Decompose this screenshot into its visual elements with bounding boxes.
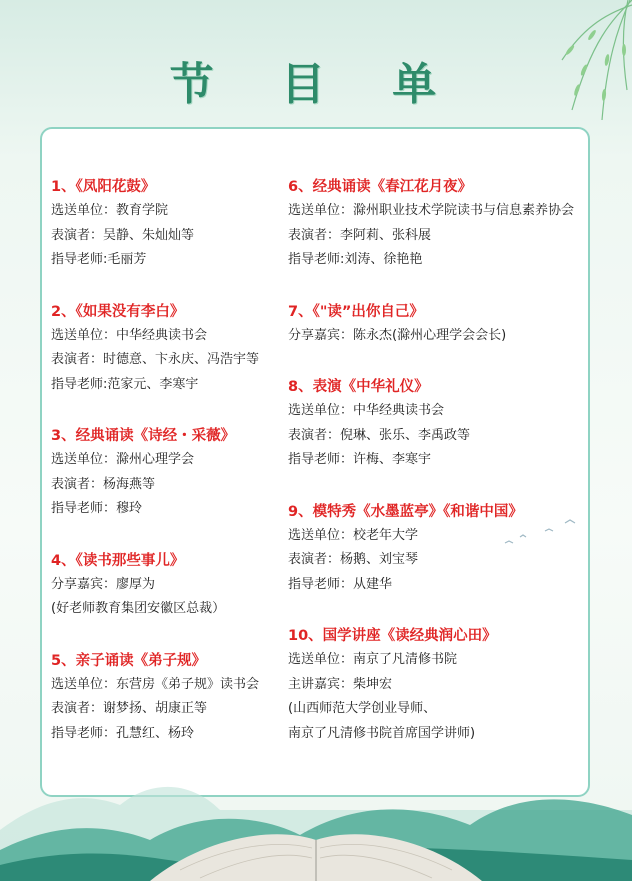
- program-item-title: 9、模特秀《水墨蓝亭》《和谐中国》: [288, 503, 523, 520]
- program-item-line: 分享嘉宾：陈永杰(滁州心理学会会长): [288, 327, 507, 343]
- program-item-line: 表演者：李阿莉、张科展: [288, 227, 432, 243]
- program-item-line: 选送单位：滁州职业技术学院读书与信息素养协会: [288, 203, 575, 218]
- flying-birds-decoration: [495, 515, 585, 555]
- program-item-line: 表演者：谢梦扬、胡康正等: [51, 701, 208, 716]
- program-item: [288, 175, 588, 273]
- program-item-line: 选送单位：中华经典读书会: [51, 327, 208, 343]
- program-item-line: 选送单位：教育学院: [51, 203, 169, 218]
- program-item-line: 选送单位：东营房《弟子规》读书会: [51, 676, 260, 692]
- program-item-title: 7、《"读”出你自己》: [288, 303, 424, 320]
- program-item-line: 表演者：杨海燕等: [51, 476, 156, 492]
- program-item-line: 表演者：杨鹅、刘宝琴: [288, 552, 419, 567]
- program-item: [51, 175, 281, 273]
- program-item-title: 2、《如果没有李白》: [51, 303, 185, 320]
- program-item-title: 1、《凤阳花鼓》: [51, 179, 156, 195]
- program-item-line: 分享嘉宾：廖厚为: [51, 576, 156, 592]
- program-item: [288, 375, 588, 473]
- program-item-line: 指导老师:范家元、李寒宇: [51, 376, 199, 392]
- program-column-right: [288, 175, 588, 746]
- page-title: 节 目 单: [169, 59, 463, 110]
- program-item-title: 10、国学讲座《读经典润心田》: [288, 628, 497, 644]
- program-item-line: 南京了凡清修书院首席国学讲师): [288, 725, 476, 741]
- program-column-left: [51, 175, 281, 746]
- program-item-title: 6、经典诵读《春江花月夜》: [288, 179, 473, 195]
- program-item-title: 5、亲子诵读《弟子规》: [51, 652, 207, 669]
- program-item-line: (山西师范大学创业导师、: [288, 701, 437, 716]
- program-item-line: 指导老师：从建华: [288, 576, 393, 592]
- program-item-line: 表演者：吴静、朱灿灿等: [51, 227, 195, 243]
- program-item-line: 表演者：时德意、卞永庆、冯浩宇等: [51, 352, 260, 367]
- program-item-line: 表演者：倪琳、张乐、李禹政等: [288, 427, 471, 443]
- program-item: [51, 300, 281, 398]
- program-item: [51, 549, 281, 622]
- program-item: [288, 300, 588, 349]
- program-item: [51, 649, 281, 747]
- program-item-line: 指导老师：许梅、李寒宇: [288, 452, 432, 467]
- program-item-line: 选送单位：校老年大学: [288, 527, 419, 543]
- program-item-title: 8、表演《中华礼仪》: [288, 379, 429, 395]
- program-item-line: 指导老师：孔慧红、杨玲: [51, 725, 195, 741]
- program-item-title: 4、《读书那些事儿》: [51, 552, 185, 569]
- program-item: [51, 424, 281, 522]
- program-item-title: 3、经典诵读《诗经・采薇》: [51, 428, 236, 444]
- landscape-book-decoration: [0, 770, 632, 881]
- program-item: [288, 624, 588, 746]
- program-item-line: 指导老师：穆玲: [51, 501, 143, 516]
- program-item-line: 选送单位：滁州心理学会: [51, 452, 195, 467]
- program-item-line: 指导老师:毛丽芳: [51, 252, 147, 267]
- program-item-line: 选送单位：南京了凡清修书院: [288, 652, 458, 667]
- program-item-line: 指导老师:刘涛、徐艳艳: [288, 252, 423, 267]
- program-item-line: 选送单位：中华经典读书会: [288, 403, 445, 418]
- program-item-line: (好老师教育集团安徽区总裁）: [51, 601, 226, 616]
- program-item-line: 主讲嘉宾：柴坤宏: [288, 676, 393, 692]
